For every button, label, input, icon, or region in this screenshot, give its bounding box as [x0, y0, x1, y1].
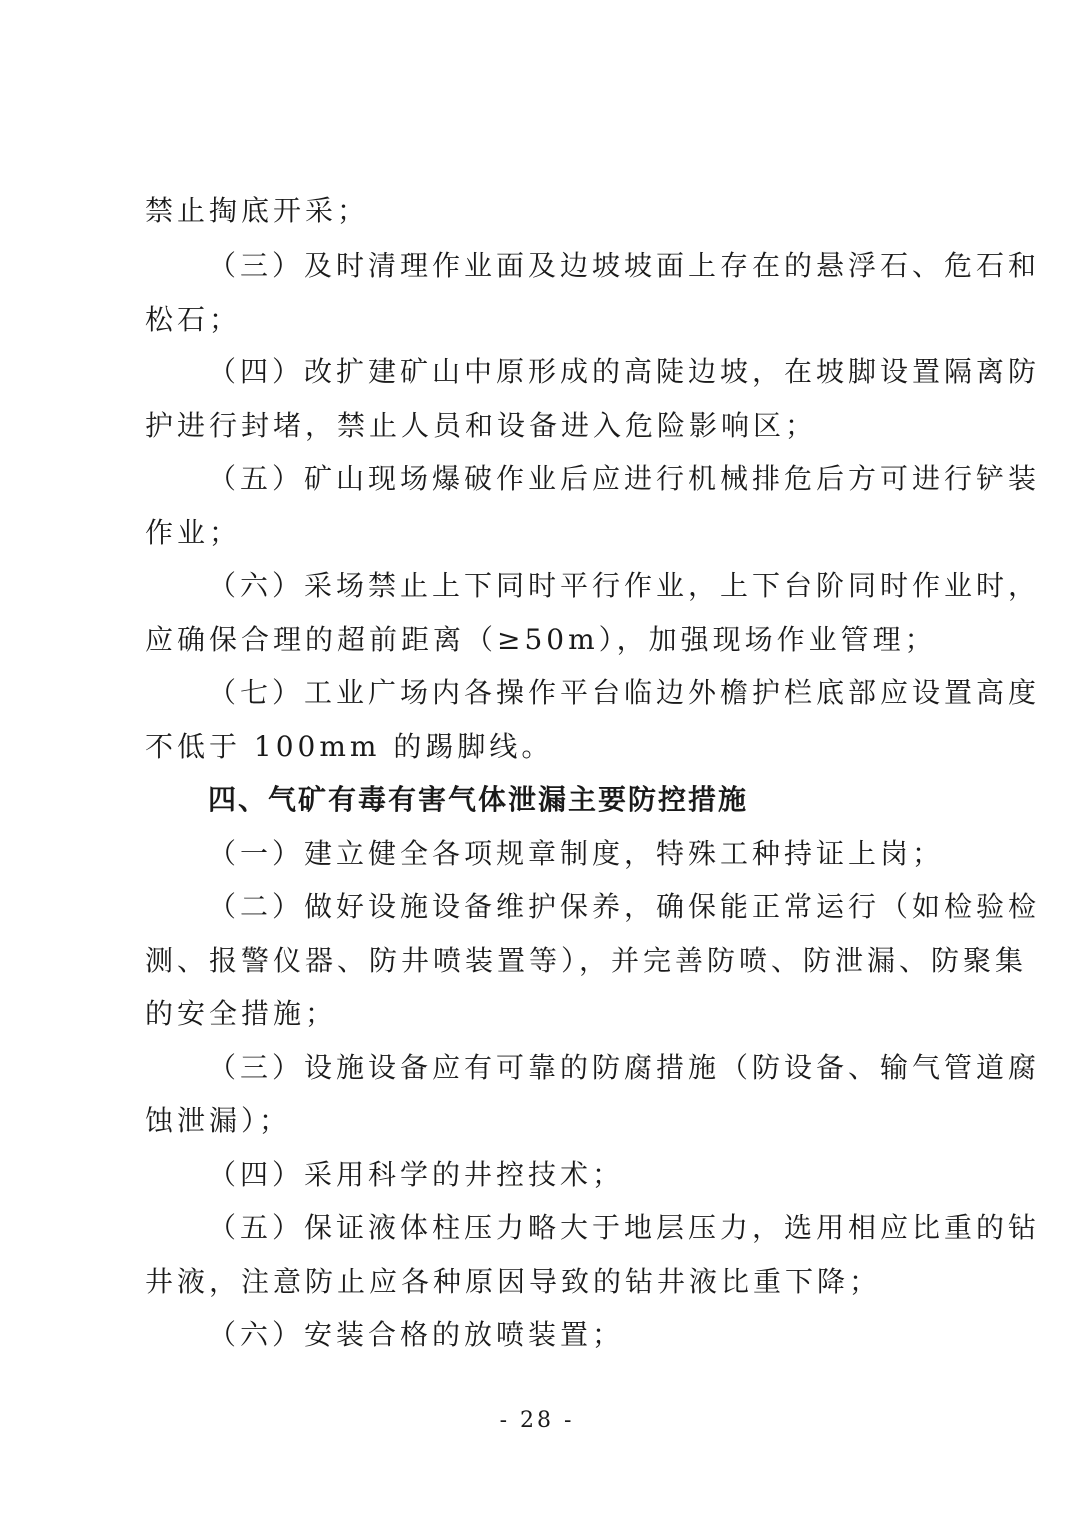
text-line: （六）安装合格的放喷装置； — [208, 1318, 625, 1351]
text-line: 禁止掏底开采； — [145, 194, 370, 227]
text-line: （五）矿山现场爆破作业后应进行机械排危后方可进行铲装 — [208, 462, 1041, 495]
text-line: 不低于 100mm 的踢脚线。 — [145, 730, 554, 763]
text-line: 应确保合理的超前距离（≥50m），加强现场作业管理； — [145, 623, 937, 656]
text-line: （三）及时清理作业面及边坡坡面上存在的悬浮石、危石和 — [208, 249, 1041, 282]
text-line: 井液，注意防止应各种原因导致的钻井液比重下降； — [145, 1265, 882, 1298]
text-line: （二）做好设施设备维护保养，确保能正常运行（如检验检 — [208, 890, 1041, 923]
text-line: 松石； — [145, 303, 242, 336]
text-line: （六）采场禁止上下同时平行作业，上下台阶同时作业时， — [208, 569, 1041, 602]
text-line: （一）建立健全各项规章制度，特殊工种持证上岗； — [208, 837, 945, 870]
text-line: 的安全措施； — [145, 997, 338, 1030]
text-line: （四）改扩建矿山中原形成的高陡边坡，在坡脚设置隔离防 — [208, 355, 1041, 388]
text-line: （五）保证液体柱压力略大于地层压力，选用相应比重的钻 — [208, 1211, 1041, 1244]
text-line: 测、报警仪器、防井喷装置等），并完善防喷、防泄漏、防聚集 — [145, 944, 1028, 977]
text-line: 护进行封堵，禁止人员和设备进入危险影响区； — [145, 409, 818, 442]
text-line: 蚀泄漏）； — [145, 1104, 292, 1137]
text-line: 作业； — [145, 516, 242, 549]
text-line: （四）采用科学的井控技术； — [208, 1158, 625, 1191]
page-number: - 28 - — [499, 1408, 575, 1433]
section-heading: 四、气矿有毒有害气体泄漏主要防控措施 — [208, 783, 749, 816]
text-line: （七）工业广场内各操作平台临边外檐护栏底部应设置高度 — [208, 676, 1041, 709]
text-line: （三）设施设备应有可靠的防腐措施（防设备、输气管道腐 — [208, 1051, 1041, 1084]
